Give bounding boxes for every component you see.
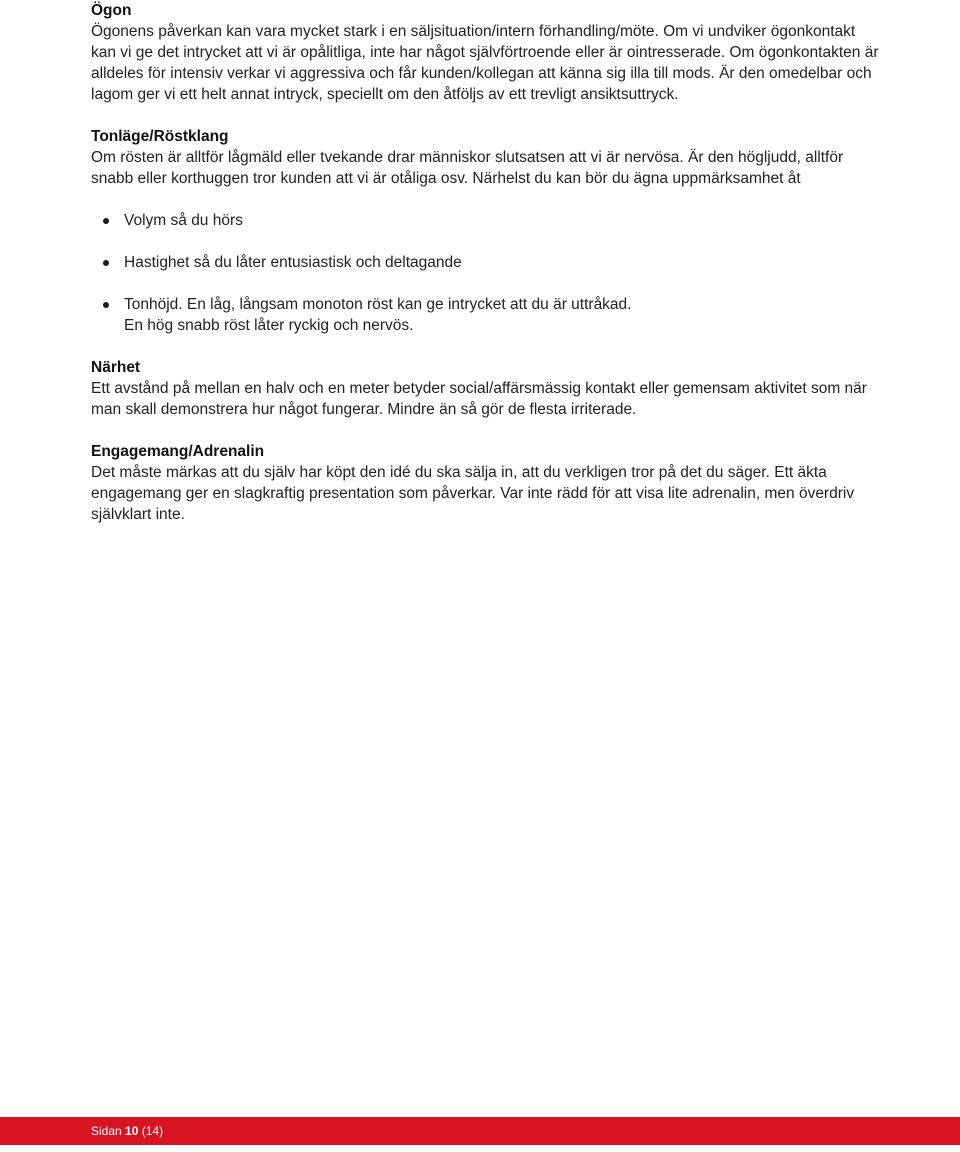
section-heading: Ögon bbox=[91, 2, 132, 19]
footer-bar bbox=[0, 1117, 960, 1145]
page-label: Sidan bbox=[91, 1124, 122, 1138]
bullet-list bbox=[91, 210, 881, 336]
section-engagemang bbox=[91, 441, 881, 525]
list-item-text: Tonhöjd. En låg, långsam monoton röst kan ge intrycket att du är uttråkad. bbox=[124, 296, 632, 313]
list-item-text-continued: En hög snabb röst låter ryckig och nervös. bbox=[124, 317, 414, 334]
list-item bbox=[91, 294, 881, 336]
section-paragraph: Ett avstånd på mellan en halv och en meter betyder social/affärsmässig kontakt eller gemensam aktivitet som när man skall demonstrera hur något fungerar. Mindre än så gör de flesta irriterade. bbox=[91, 380, 867, 418]
section-paragraph: Det måste märkas att du själv har köpt den idé du ska sälja in, att du verkligen tror på det du säger. Ett äkta engagemang ger en slagkraftig presentation som påverkar. Var inte rädd för att visa lite adrenalin, men överdriv självklart inte. bbox=[91, 464, 855, 523]
list-item-text: Volym så du hörs bbox=[124, 212, 243, 229]
section-heading: Tonläge/Röstklang bbox=[91, 128, 229, 145]
bullet-icon bbox=[103, 218, 109, 224]
document-body bbox=[91, 0, 881, 525]
page-current: 10 bbox=[125, 1124, 139, 1138]
page-total: (14) bbox=[141, 1124, 164, 1138]
section-heading: Närhet bbox=[91, 359, 141, 376]
bullet-icon bbox=[103, 302, 109, 308]
section-narhet bbox=[91, 357, 881, 420]
section-tonlage bbox=[91, 126, 881, 336]
list-item bbox=[91, 252, 881, 273]
bullet-icon bbox=[103, 260, 109, 266]
page-number bbox=[91, 1124, 163, 1138]
section-heading: Engagemang/Adrenalin bbox=[91, 443, 265, 460]
section-paragraph: Ögonens påverkan kan vara mycket stark i en säljsituation/intern förhandling/möte. Om vi undviker ögonkontakt kan vi ge det intrycket att vi är opålitliga, inte har något självförtroende eller är ointresserade. Om ögonkontakten är alldeles för intensiv verkar vi aggressiva och får kunden/kollegan att känna sig illa till mods. Är den omedelbar och lagom ger vi ett helt annat intryck, speciellt om den åtföljs av ett trevligt ansiktsuttryck. bbox=[91, 23, 879, 103]
list-item bbox=[91, 210, 881, 231]
list-item-text: Hastighet så du låter entusiastisk och deltagande bbox=[124, 254, 462, 271]
section-paragraph: Om rösten är alltför lågmäld eller tvekande drar människor slutsatsen att vi är nervösa. Är den högljudd, alltför snabb eller korthuggen tror kunden att vi är otåliga osv. Närhelst du kan bör du ägna uppmärksamhet åt bbox=[91, 149, 844, 187]
section-ogon bbox=[91, 0, 881, 105]
